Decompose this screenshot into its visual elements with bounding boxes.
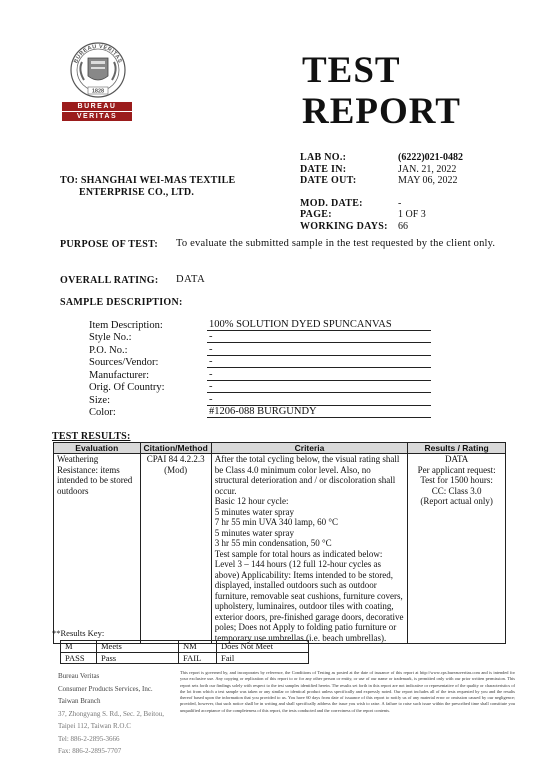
sample-row <box>89 318 431 331</box>
sample-row-label: Size: <box>89 394 110 406</box>
sample-row-label: Sources/Vendor: <box>89 357 159 368</box>
table-header-row <box>54 443 506 454</box>
test-results-table <box>53 442 506 644</box>
criteria-line: 3 hr 55 min condensation, 50 °C <box>214 538 332 548</box>
date-out-value: MAY 06, 2022 <box>398 175 458 186</box>
report-title <box>302 50 461 132</box>
footer-line: Fax: 886-2-2895-7707 <box>58 747 122 755</box>
criteria-cell <box>211 454 407 644</box>
mod-date-label: MOD. DATE: <box>300 197 363 209</box>
recipient-line-1: TO: SHANGHAI WEI-MAS TEXTILE <box>60 175 236 186</box>
footer-line: Tel: 886-2-2895-3666 <box>58 734 120 743</box>
lab-no-value: (6222)021-0482 <box>398 152 463 163</box>
criteria-line: After the total cycling below, the visual rating shall <box>214 454 400 464</box>
key-cell: Pass <box>97 652 179 664</box>
criteria-line: Basic 12 hour cycle: <box>214 496 289 506</box>
column-header: Evaluation <box>54 443 141 454</box>
table-row <box>61 641 309 653</box>
criteria-line: structural deterioration and / or discoloration shall <box>214 475 396 485</box>
bureau-veritas-logo <box>58 40 138 122</box>
purpose-label: PURPOSE OF TEST: <box>60 239 158 250</box>
criteria-line: be Class 4.0 minimum color level. Also, no <box>214 464 371 475</box>
sample-row-value: - <box>207 369 431 381</box>
column-header: Criteria <box>211 443 407 454</box>
sample-row-value: - <box>207 331 431 343</box>
sample-row <box>89 393 431 406</box>
evaluation-line: outdoors <box>57 485 89 496</box>
title-line-1: TEST <box>302 50 401 91</box>
citation-cell <box>140 454 211 644</box>
evaluation-line: Resistance: items <box>57 464 120 475</box>
recipient-line-2: ENTERPRISE CO., LTD. <box>79 186 195 198</box>
table-row <box>61 652 309 664</box>
results-key-table <box>60 640 309 664</box>
criteria-line: above) Applicability: Items intended to be stored, <box>214 569 393 580</box>
footer-disclaimer: This report is governed by, and incorporates by reference, the Conditions of Testing as posted at the date of issuance of this report at http://www.cps.bureauveritas.com and is intended for your exclusive use. Any copying or replication of this report to or for any other person or entity, or use of our name or trademark, is permitted only with our prior written permission. This report sets forth our findings solely with respect to the test samples identified herein. The results set forth in this report are not indicative or representative of the quality or characteristics of the lot from which a test sample was taken or any similar or identical product unless specifically and expressly noted. Our report includes all of the tests requested by you and the results thereof based upon the information that you provided to us. You have 60 days from date of issuance of this report to notify us of any material error or omission caused by our negligence; provided, however, that such notice shall be in writing and shall specifically address the issue you wish to raise. A failure to raise such issue within the prescribed time shall constitute you unqualified acceptance of the completeness of this report, the tests conducted and the correctness of the report contents. <box>180 670 515 713</box>
column-header: Citation/Method <box>140 443 211 454</box>
logo-year: 1828 <box>91 88 105 95</box>
sample-row-value: - <box>207 356 431 368</box>
date-in-value: JAN. 21, 2022 <box>398 163 457 175</box>
rating-line: (Report actual only) <box>420 496 493 506</box>
key-cell: PASS <box>61 652 97 664</box>
sample-row-label: Style No.: <box>89 332 132 343</box>
criteria-line: Test sample for total hours as indicated below: <box>214 548 383 559</box>
date-out-label: DATE OUT: <box>300 175 357 186</box>
criteria-line: poles; Does not Apply to folding patio furniture or <box>214 622 397 632</box>
criteria-line: exterior doors, pre-finished garage doors, decorative <box>214 611 404 622</box>
criteria-line: 5 minutes water spray <box>214 527 294 538</box>
footer-line: Bureau Veritas <box>58 672 100 680</box>
test-results-label: TEST RESULTS: <box>52 431 131 442</box>
sample-description <box>89 318 431 418</box>
logo-band-bottom: VERITAS <box>62 112 132 121</box>
rating-line: Test for 1500 hours: <box>420 475 493 485</box>
evaluation-line: Weathering <box>57 454 99 464</box>
column-header: Results / Rating <box>408 443 506 454</box>
footer-address <box>58 670 164 758</box>
lab-meta <box>300 152 463 232</box>
sample-row-value: 100% SOLUTION DYED SPUNCANVAS <box>207 319 431 331</box>
overall-rating-label: OVERALL RATING: <box>60 275 159 286</box>
lab-no-label: LAB NO.: <box>300 152 347 163</box>
working-days-value: 66 <box>398 220 408 232</box>
key-cell: Fail <box>217 652 309 664</box>
footer-line: Taiwan Branch <box>58 697 101 705</box>
key-cell: FAIL <box>179 652 217 664</box>
criteria-line: 5 minutes water spray <box>214 506 294 517</box>
sample-row-value: - <box>207 344 431 356</box>
key-cell: Does Not Meet <box>217 641 309 653</box>
criteria-line: furniture, removable seat cushions, furniture covers, <box>214 590 403 601</box>
evaluation-line: intended to be stored <box>57 475 133 485</box>
results-key-label: **Results Key: <box>52 628 105 638</box>
sample-row-label: Color: <box>89 407 116 418</box>
sample-row <box>89 356 431 369</box>
page-value: 1 OF 3 <box>398 209 426 220</box>
criteria-line: displayed, installed outdoors such as outdoor <box>214 580 377 590</box>
rating-line: Per applicant request: <box>417 464 496 475</box>
sample-row <box>89 368 431 381</box>
key-cell: NM <box>179 641 217 653</box>
working-days-label: WORKING DAYS: <box>300 220 388 232</box>
criteria-line: temporary use umbrellas (i.e. beach umbrellas). <box>214 632 387 643</box>
rating-line: CC: Class 3.0 <box>431 485 482 496</box>
svg-text:BUREAU VERITAS: BUREAU VERITAS <box>73 43 123 65</box>
sample-row <box>89 381 431 394</box>
citation-line: (Mod) <box>164 464 188 475</box>
criteria-line: occur. <box>214 485 237 496</box>
purpose-text: To evaluate the submitted sample in the test requested by the client only. <box>176 238 496 249</box>
footer-line: 37, Zhongyang S. Rd., Sec. 2, Beitou, <box>58 709 164 718</box>
evaluation-cell <box>54 454 141 644</box>
sample-row <box>89 343 431 356</box>
sample-row <box>89 331 431 344</box>
sample-row-value: - <box>207 381 431 393</box>
sample-row <box>89 406 431 419</box>
key-cell: Meets <box>97 641 179 653</box>
logo-seal-icon <box>58 40 138 102</box>
footer-line: Consumer Products Services, Inc. <box>58 684 153 693</box>
table-row <box>54 454 506 644</box>
key-cell: M <box>61 641 97 653</box>
sample-row-label: Manufacturer: <box>89 369 150 381</box>
page-label: PAGE: <box>300 209 332 220</box>
logo-band-top: BUREAU <box>62 102 132 111</box>
rating-line: DATA <box>444 454 469 464</box>
sample-row-label: Orig. Of Country: <box>89 382 165 393</box>
rating-cell <box>408 454 506 644</box>
sample-row-label: Item Description: <box>89 319 163 331</box>
sample-row-value: #1206-088 BURGUNDY <box>207 406 431 418</box>
criteria-line: upholstery, luminaires, outdoor tiles with coating, <box>214 601 394 611</box>
title-line-2: REPORT <box>302 91 461 132</box>
footer-line: Taipei 112, Taiwan R.O.C <box>58 722 131 730</box>
date-in-label: DATE IN: <box>300 163 347 175</box>
criteria-line: 7 hr 55 min UVA 340 lamp, 60 °C <box>214 517 338 527</box>
overall-rating-value: DATA <box>176 274 206 285</box>
mod-date-value: - <box>398 197 402 209</box>
sample-description-label: SAMPLE DESCRIPTION: <box>60 297 183 308</box>
citation-line: CPAI 84 4.2.2.3 <box>146 454 205 464</box>
criteria-line: Level 3 – 144 hours (12 full 12-hour cycles as <box>214 559 381 569</box>
sample-row-label: P.O. No.: <box>89 344 128 356</box>
sample-row-value: - <box>207 394 431 406</box>
recipient <box>60 175 235 198</box>
